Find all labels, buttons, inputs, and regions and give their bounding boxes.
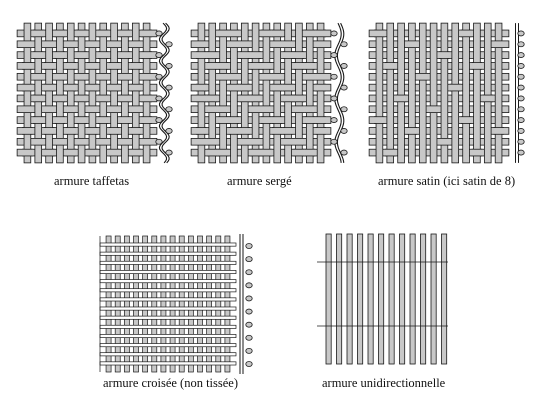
vertical-yarn xyxy=(179,236,184,372)
weft-float xyxy=(55,117,66,124)
weft-float xyxy=(450,84,461,91)
yarn-section xyxy=(518,53,524,58)
weft-float xyxy=(283,138,294,145)
weft-float xyxy=(141,52,152,59)
weft-float xyxy=(417,73,428,80)
weft-float xyxy=(385,149,396,156)
weft-float xyxy=(315,128,326,135)
weft-float xyxy=(87,84,98,91)
weft-float xyxy=(141,30,152,37)
yarn-section xyxy=(518,150,524,155)
weave-croisee xyxy=(100,236,236,372)
weft-float xyxy=(294,63,305,70)
weft-float xyxy=(141,117,152,124)
caption-taffetas: armure taffetas xyxy=(54,174,130,188)
weft-float xyxy=(98,117,109,124)
weft-float xyxy=(55,73,66,80)
weft-float xyxy=(55,95,66,102)
weft-float xyxy=(294,95,305,102)
yarn-section xyxy=(341,107,347,112)
weft-float xyxy=(385,63,396,70)
weft-float xyxy=(98,73,109,80)
weft-float xyxy=(229,41,240,48)
weft-float xyxy=(272,30,283,37)
horizontal-yarn xyxy=(100,344,236,347)
horizontal-yarn xyxy=(100,280,236,283)
weft-float xyxy=(120,95,131,102)
weft-float xyxy=(304,63,315,70)
weft-float xyxy=(239,138,250,145)
weft-float xyxy=(304,117,315,124)
fiber-yarn xyxy=(379,234,384,364)
weft-float xyxy=(261,117,272,124)
weft-float xyxy=(283,95,294,102)
weave-unidirectionnelle xyxy=(317,234,448,364)
yarn-section xyxy=(518,42,524,47)
weft-float xyxy=(428,106,439,113)
weft-float xyxy=(22,63,33,70)
weft-float xyxy=(407,128,418,135)
weft-float xyxy=(482,95,493,102)
weft-float xyxy=(207,149,218,156)
warp-yarn xyxy=(474,23,481,163)
weft-float xyxy=(374,30,385,37)
weft-float xyxy=(272,117,283,124)
yarn-section xyxy=(341,42,347,47)
warp-yarn xyxy=(306,23,313,163)
weft-float xyxy=(87,63,98,70)
yarn-section xyxy=(341,85,347,90)
weft-float xyxy=(229,128,240,135)
yarn-section xyxy=(246,309,252,314)
weft-float xyxy=(76,73,87,80)
horizontal-yarn xyxy=(100,243,236,246)
weft-float xyxy=(304,149,315,156)
weft-float xyxy=(65,63,76,70)
fiber-yarn xyxy=(400,234,405,364)
weft-float xyxy=(218,73,229,80)
weft-float xyxy=(304,30,315,37)
yarn-section xyxy=(246,244,252,249)
weft-float xyxy=(44,63,55,70)
horizontal-yarn xyxy=(100,325,236,328)
yarn-section xyxy=(156,74,162,79)
horizontal-yarn xyxy=(100,270,236,273)
vertical-yarn xyxy=(143,236,148,372)
weft-float xyxy=(22,106,33,113)
weft-float xyxy=(109,106,120,113)
yarn-section xyxy=(246,257,252,262)
weft-float xyxy=(76,52,87,59)
weft-float xyxy=(65,41,76,48)
weft-float xyxy=(109,41,120,48)
weft-float xyxy=(315,84,326,91)
yarn-section xyxy=(518,118,524,123)
weft-float xyxy=(76,95,87,102)
weft-float xyxy=(87,106,98,113)
weft-float xyxy=(76,30,87,37)
weft-float xyxy=(250,149,261,156)
weft-float xyxy=(407,41,418,48)
fiber-yarn xyxy=(410,234,415,364)
weft-float xyxy=(315,117,326,124)
weft-float xyxy=(76,138,87,145)
weft-float xyxy=(130,149,141,156)
vertical-yarn xyxy=(161,236,166,372)
weft-float xyxy=(44,128,55,135)
weft-float xyxy=(98,138,109,145)
weft-float xyxy=(461,117,472,124)
fiber-yarn xyxy=(431,234,436,364)
yarn-section xyxy=(166,128,172,133)
weft-float xyxy=(33,30,44,37)
caption-satin: armure satin (ici satin de 8) xyxy=(378,174,516,188)
weft-float xyxy=(374,117,385,124)
weft-float xyxy=(120,52,131,59)
weft-float xyxy=(196,84,207,91)
warp-yarn xyxy=(484,23,491,163)
weft-float xyxy=(65,149,76,156)
weft-float xyxy=(196,128,207,135)
weft-float xyxy=(22,149,33,156)
fiber-yarn xyxy=(337,234,342,364)
weft-float xyxy=(229,117,240,124)
weft-float xyxy=(239,52,250,59)
yarn-section xyxy=(246,296,252,301)
weft-float xyxy=(239,95,250,102)
weft-float xyxy=(120,73,131,80)
yarn-section xyxy=(246,362,252,367)
horizontal-yarn xyxy=(100,298,236,301)
weft-float xyxy=(250,106,261,113)
weft-float xyxy=(218,149,229,156)
horizontal-yarn xyxy=(100,252,236,255)
weft-float xyxy=(218,106,229,113)
weft-float xyxy=(141,73,152,80)
weft-float xyxy=(120,117,131,124)
weft-float xyxy=(130,41,141,48)
weft-float xyxy=(294,52,305,59)
weft-float xyxy=(55,52,66,59)
weft-float xyxy=(22,128,33,135)
vertical-yarn xyxy=(197,236,202,372)
horizontal-yarn xyxy=(100,334,236,337)
weft-float xyxy=(283,41,294,48)
weft-float xyxy=(33,73,44,80)
horizontal-yarn xyxy=(100,353,236,356)
weft-float xyxy=(55,30,66,37)
weft-float xyxy=(65,84,76,91)
warp-yarn xyxy=(463,23,470,163)
warp-yarn xyxy=(376,23,383,163)
weft-float xyxy=(472,149,483,156)
weft-float xyxy=(109,128,120,135)
yarn-section xyxy=(331,53,337,58)
weft-float xyxy=(141,95,152,102)
yarn-section xyxy=(331,118,337,123)
warp-yarn xyxy=(398,23,405,163)
yarn-section xyxy=(246,283,252,288)
weft-float xyxy=(33,117,44,124)
fiber-yarn xyxy=(326,234,331,364)
weft-float xyxy=(250,95,261,102)
weft-float xyxy=(250,63,261,70)
vertical-yarn xyxy=(124,236,129,372)
warp-yarn xyxy=(430,23,437,163)
yarn-section xyxy=(166,85,172,90)
weft-float xyxy=(55,138,66,145)
yarn-section xyxy=(156,53,162,58)
weft-float xyxy=(229,73,240,80)
weft-float xyxy=(261,106,272,113)
weft-float xyxy=(87,149,98,156)
weft-float xyxy=(250,138,261,145)
yarn-section xyxy=(246,335,252,340)
warp-yarn xyxy=(387,23,394,163)
yarn-section xyxy=(518,139,524,144)
yarn-section xyxy=(331,139,337,144)
yarn-section xyxy=(518,96,524,101)
weft-float xyxy=(109,84,120,91)
weft-float xyxy=(196,95,207,102)
yarn-section xyxy=(518,128,524,133)
weft-float xyxy=(22,41,33,48)
warp-yarn xyxy=(452,23,459,163)
weft-float xyxy=(294,106,305,113)
weft-float xyxy=(294,138,305,145)
weft-float xyxy=(130,63,141,70)
weft-float xyxy=(98,95,109,102)
weft-float xyxy=(65,106,76,113)
weft-float xyxy=(229,84,240,91)
weft-float xyxy=(33,138,44,145)
weft-float xyxy=(130,128,141,135)
horizontal-yarn xyxy=(100,316,236,319)
cross-section-taffetas xyxy=(156,23,172,163)
yarn-section xyxy=(156,118,162,123)
weft-float xyxy=(44,149,55,156)
caption-serge: armure sergé xyxy=(227,174,292,188)
weft-float xyxy=(76,117,87,124)
weft-float xyxy=(22,84,33,91)
vertical-yarn xyxy=(106,236,111,372)
weft-float xyxy=(272,84,283,91)
weft-float xyxy=(120,30,131,37)
vertical-yarn xyxy=(170,236,175,372)
weft-float xyxy=(461,30,472,37)
yarn-section xyxy=(166,107,172,112)
weft-float xyxy=(207,106,218,113)
weft-float xyxy=(196,138,207,145)
weft-float xyxy=(218,117,229,124)
weft-float xyxy=(261,30,272,37)
weft-float xyxy=(261,149,272,156)
weft-float xyxy=(44,41,55,48)
weave-serge xyxy=(191,23,331,163)
weft-float xyxy=(98,52,109,59)
cross-section-satin xyxy=(516,23,525,163)
yarn-section xyxy=(331,74,337,79)
weft-float xyxy=(239,128,250,135)
weft-float xyxy=(261,73,272,80)
weft-float xyxy=(109,63,120,70)
weft-float xyxy=(439,138,450,145)
caption-croisee: armure croisée (non tissée) xyxy=(103,376,239,390)
weft-float xyxy=(239,41,250,48)
weft-float xyxy=(261,63,272,70)
yarn-section xyxy=(166,150,172,155)
yarn-section xyxy=(341,150,347,155)
weft-float xyxy=(304,106,315,113)
yarn-section xyxy=(166,42,172,47)
weft-float xyxy=(229,30,240,37)
fiber-yarn xyxy=(358,234,363,364)
fiber-yarn xyxy=(442,234,447,364)
vertical-yarn xyxy=(188,236,193,372)
yarn-section xyxy=(341,128,347,133)
weft-float xyxy=(98,30,109,37)
fiber-yarn xyxy=(347,234,352,364)
weft-float xyxy=(120,138,131,145)
warp-yarn xyxy=(263,23,270,163)
yarn-section xyxy=(331,31,337,36)
weft-float xyxy=(87,41,98,48)
weft-float xyxy=(272,73,283,80)
weave-satin xyxy=(369,23,509,163)
weft-float xyxy=(87,128,98,135)
weft-float xyxy=(130,84,141,91)
weft-float xyxy=(207,95,218,102)
yarn-section xyxy=(518,85,524,90)
weft-float xyxy=(130,106,141,113)
fiber-yarn xyxy=(389,234,394,364)
weft-float xyxy=(283,128,294,135)
vertical-yarn xyxy=(207,236,212,372)
yarn-section xyxy=(518,74,524,79)
weft-float xyxy=(315,41,326,48)
weft-float xyxy=(65,128,76,135)
yarn-section xyxy=(156,31,162,36)
cross-section-croisee xyxy=(240,234,252,374)
weft-float xyxy=(239,84,250,91)
weft-float xyxy=(493,128,504,135)
weft-float xyxy=(304,73,315,80)
yarn-section xyxy=(246,270,252,275)
weft-float xyxy=(207,52,218,59)
vertical-yarn xyxy=(216,236,221,372)
weft-float xyxy=(294,149,305,156)
horizontal-yarn xyxy=(100,362,236,365)
weft-float xyxy=(196,52,207,59)
weft-float xyxy=(141,138,152,145)
weft-float xyxy=(218,63,229,70)
weft-float xyxy=(283,52,294,59)
yarn-section xyxy=(166,63,172,68)
weft-float xyxy=(272,128,283,135)
weft-float xyxy=(493,41,504,48)
weft-float xyxy=(33,95,44,102)
vertical-yarn xyxy=(152,236,157,372)
weft-float xyxy=(196,41,207,48)
weave-taffetas xyxy=(17,23,157,163)
warp-yarn xyxy=(220,23,227,163)
weft-float xyxy=(109,149,120,156)
weft-float xyxy=(33,52,44,59)
horizontal-yarn xyxy=(100,289,236,292)
weft-float xyxy=(396,95,407,102)
weft-float xyxy=(207,63,218,70)
fiber-yarn xyxy=(368,234,373,364)
caption-unidirectionnelle: armure unidirectionnelle xyxy=(322,376,446,390)
yarn-section xyxy=(156,96,162,101)
weft-float xyxy=(207,138,218,145)
weft-float xyxy=(472,63,483,70)
weft-float xyxy=(272,41,283,48)
weft-float xyxy=(44,84,55,91)
yarn-section xyxy=(518,107,524,112)
weft-float xyxy=(44,106,55,113)
weft-float xyxy=(315,73,326,80)
vertical-yarn xyxy=(225,236,230,372)
weft-float xyxy=(250,52,261,59)
yarn-section xyxy=(246,322,252,327)
vertical-yarn xyxy=(133,236,138,372)
vertical-yarn xyxy=(115,236,120,372)
yarn-section xyxy=(156,139,162,144)
warp-yarn xyxy=(419,23,426,163)
weft-float xyxy=(218,30,229,37)
yarn-section xyxy=(518,31,524,36)
yarn-section xyxy=(246,348,252,353)
yarn-section xyxy=(341,63,347,68)
yarn-section xyxy=(518,63,524,68)
horizontal-yarn xyxy=(100,307,236,310)
weft-float xyxy=(315,30,326,37)
weft-float xyxy=(439,52,450,59)
weft-float xyxy=(283,84,294,91)
yarn-section xyxy=(331,96,337,101)
cross-section-serge xyxy=(331,23,347,163)
horizontal-yarn xyxy=(100,261,236,264)
fiber-yarn xyxy=(421,234,426,364)
